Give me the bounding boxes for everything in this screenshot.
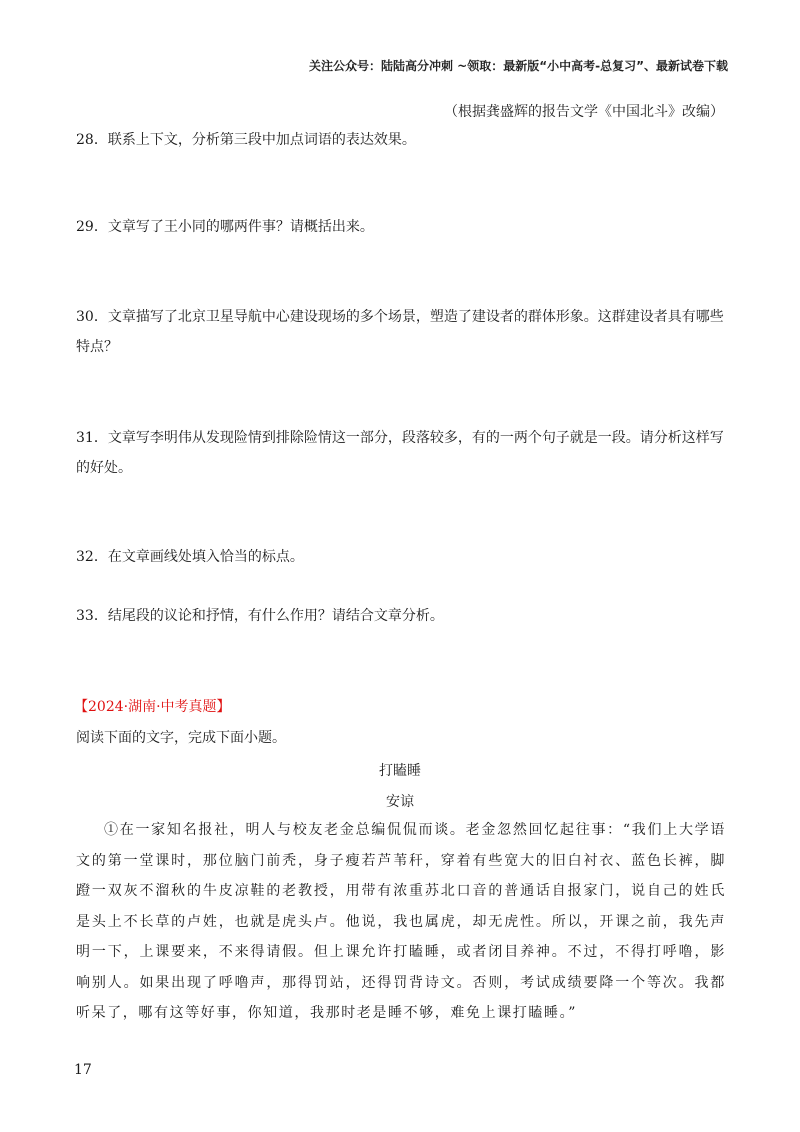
reading-instruction: 阅读下面的文字，完成下面小题。 [76, 730, 286, 746]
story-paragraph-1: ①在一家知名报社，明人与校友老金总编侃侃而谈。老金忽然回忆起往事：“我们上大学语文的第一堂课时，那位脑门前秃，身子瘦若芦苇秆，穿着有些宽大的旧白衬衣、蓝色长裤，脚蹬一双灰不溜秋的牛皮凉鞋的老教授，用带有浓重苏北口音的普通话自报家门，说自己的姓氏是头上不长草的卢姓，也就是虎头卢。他说，我也属虎，却无虎性。所以，开课之前，我先声明一下，上课要来，不来得请假。但上课允许打瞌睡，或者闭目养神。不过，不得打呼噜，影响别人。如果出现了呼噜声，那得罚站，还得罚背诗文。否则，考试成绩要降一个等次。我都听呆了，哪有这等好事，你知道，我那时老是睡不够，难免上课打瞌睡。” [76, 822, 726, 1021]
page-number: 17 [74, 1062, 92, 1078]
story-author: 安谅 [386, 794, 414, 810]
question-32: 32．在文章画线处填入恰当的标点。 [76, 549, 304, 565]
promo-header: 关注公众号：陆陆高分冲刺 ~领取：最新版“小中高考-总复习”、最新试卷下载 [309, 59, 728, 73]
question-31: 31．文章写李明伟从发现险情到排除险情这一部分，段落较多，有的一两个句子就是一段。请分析这样写的好处。 [76, 430, 724, 476]
source-note: （根据龚盛辉的报告文学《中国北斗》改编） [444, 104, 724, 120]
question-33: 33．结尾段的议论和抒情，有什么作用？请结合文章分析。 [76, 608, 444, 624]
question-29: 29．文章写了王小同的哪两件事？请概括出来。 [76, 219, 374, 235]
story-title: 打瞌睡 [379, 763, 421, 779]
exam-source-tag: 【2024·湖南·中考真题】 [74, 699, 231, 715]
question-30: 30．文章描写了北京卫星导航中心建设现场的多个场景，塑造了建设者的群体形象。这群建设者具有哪些特点？ [76, 309, 724, 355]
question-28: 28．联系上下文，分析第三段中加点词语的表达效果。 [76, 132, 416, 148]
